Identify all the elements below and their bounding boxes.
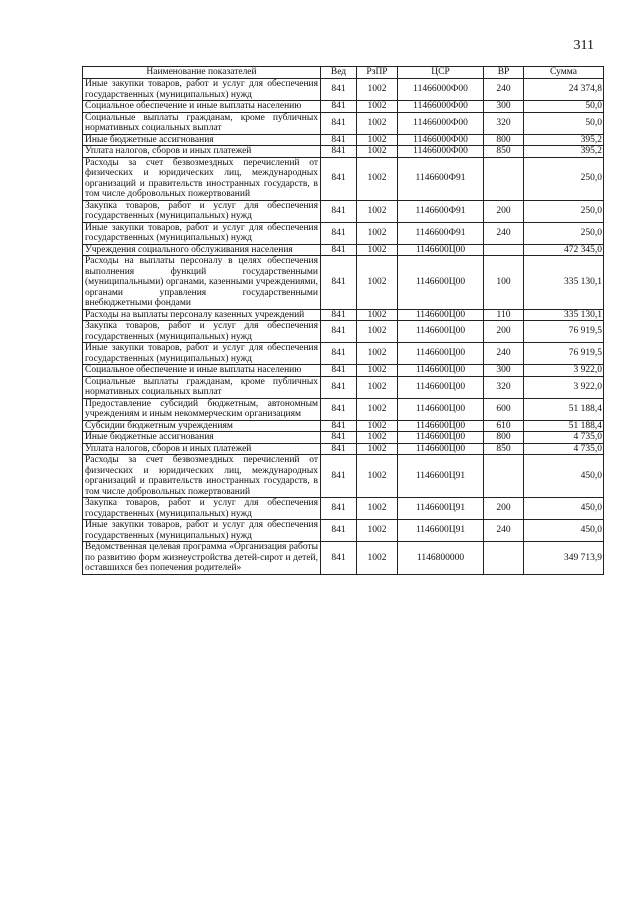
cell-vr: 850 [484, 146, 524, 158]
table-row [83, 146, 604, 158]
cell-name: Уплата налогов, сборов и иных платежей [83, 443, 321, 455]
table-row [83, 343, 604, 365]
cell-name: Субсидии бюджетным учреждениям [83, 420, 321, 432]
table-row [83, 520, 604, 542]
cell-ved: 841 [321, 321, 357, 343]
cell-csr: 1146600Ц00 [398, 309, 484, 321]
table-row [83, 222, 604, 244]
cell-name: Социальное обеспечение и иные выплаты населению [83, 365, 321, 377]
cell-rzpr: 1002 [357, 542, 398, 575]
table-header-row [83, 67, 604, 79]
cell-vr [484, 542, 524, 575]
table-row [83, 134, 604, 146]
cell-name: Учреждения социального обслуживания населения [83, 244, 321, 256]
cell-sum: 250,0 [524, 157, 604, 200]
cell-vr: 240 [484, 79, 524, 101]
cell-vr: 240 [484, 520, 524, 542]
cell-name: Закупка товаров, работ и услуг для обеспечения государственных (муниципальных) нужд [83, 321, 321, 343]
cell-ved: 841 [321, 420, 357, 432]
table-row [83, 321, 604, 343]
cell-ved: 841 [321, 244, 357, 256]
cell-vr: 200 [484, 321, 524, 343]
cell-vr: 240 [484, 222, 524, 244]
table-row [83, 398, 604, 420]
cell-rzpr: 1002 [357, 343, 398, 365]
cell-ved: 841 [321, 101, 357, 113]
cell-rzpr: 1002 [357, 365, 398, 377]
cell-sum: 335 130,1 [524, 309, 604, 321]
cell-vr: 200 [484, 498, 524, 520]
cell-sum: 349 713,9 [524, 542, 604, 575]
cell-sum: 450,0 [524, 455, 604, 498]
header-sum: Сумма [524, 67, 604, 79]
cell-sum: 335 130,1 [524, 256, 604, 310]
cell-name: Расходы за счет безвозмездных перечислений от физических и юридических лиц, международных организаций и правительств иностранных государств, в том числе добровольных пожертвований [83, 455, 321, 498]
cell-sum: 3 922,0 [524, 365, 604, 377]
cell-sum: 51 188,4 [524, 398, 604, 420]
header-name: Наименование показателей [83, 67, 321, 79]
cell-name: Расходы на выплаты персоналу казенных учреждений [83, 309, 321, 321]
cell-rzpr: 1002 [357, 420, 398, 432]
cell-sum: 450,0 [524, 520, 604, 542]
table-row [83, 157, 604, 200]
cell-rzpr: 1002 [357, 520, 398, 542]
cell-csr: 11466000Ф00 [398, 112, 484, 134]
cell-name: Иные закупки товаров, работ и услуг для обеспечения государственных (муниципальных) нужд [83, 222, 321, 244]
cell-csr: 1146600Ф91 [398, 222, 484, 244]
cell-ved: 841 [321, 157, 357, 200]
cell-csr: 1146600Ф91 [398, 157, 484, 200]
cell-ved: 841 [321, 343, 357, 365]
cell-name: Социальные выплаты гражданам, кроме публичных нормативных социальных выплат [83, 376, 321, 398]
cell-vr: 110 [484, 309, 524, 321]
table-row [83, 200, 604, 222]
cell-csr: 1146600Ц00 [398, 321, 484, 343]
cell-vr: 240 [484, 343, 524, 365]
cell-sum: 250,0 [524, 222, 604, 244]
cell-vr: 200 [484, 200, 524, 222]
cell-sum: 450,0 [524, 498, 604, 520]
cell-ved: 841 [321, 455, 357, 498]
cell-ved: 841 [321, 542, 357, 575]
cell-ved: 841 [321, 376, 357, 398]
budget-table [82, 66, 604, 575]
cell-csr: 1146600Ф91 [398, 200, 484, 222]
cell-rzpr: 1002 [357, 146, 398, 158]
cell-rzpr: 1002 [357, 321, 398, 343]
cell-rzpr: 1002 [357, 200, 398, 222]
cell-vr: 600 [484, 398, 524, 420]
cell-vr: 610 [484, 420, 524, 432]
cell-ved: 841 [321, 520, 357, 542]
cell-vr: 320 [484, 376, 524, 398]
header-ved: Вед [321, 67, 357, 79]
table-row [83, 455, 604, 498]
cell-name: Иные бюджетные ассигнования [83, 432, 321, 444]
cell-ved: 841 [321, 200, 357, 222]
cell-name: Расходы на выплаты персоналу в целях обеспечения выполнения функций государственными (муниципальными) органами, казенными учреждениями, органами управления государственными внебюджетными фондами [83, 256, 321, 310]
header-rzpr: РзПР [357, 67, 398, 79]
cell-rzpr: 1002 [357, 112, 398, 134]
header-csr: ЦСР [398, 67, 484, 79]
cell-ved: 841 [321, 256, 357, 310]
cell-vr: 320 [484, 112, 524, 134]
cell-vr: 100 [484, 256, 524, 310]
cell-csr: 1146600Ц00 [398, 443, 484, 455]
cell-csr: 1146800000 [398, 542, 484, 575]
cell-rzpr: 1002 [357, 398, 398, 420]
table-row [83, 542, 604, 575]
cell-vr: 850 [484, 443, 524, 455]
cell-rzpr: 1002 [357, 256, 398, 310]
table-row [83, 112, 604, 134]
cell-rzpr: 1002 [357, 101, 398, 113]
cell-vr [484, 244, 524, 256]
cell-csr: 1146600Ц91 [398, 498, 484, 520]
cell-vr [484, 157, 524, 200]
table-row [83, 79, 604, 101]
cell-csr: 1146600Ц00 [398, 343, 484, 365]
table-row [83, 244, 604, 256]
cell-ved: 841 [321, 134, 357, 146]
cell-name: Социальные выплаты гражданам, кроме публичных нормативных социальных выплат [83, 112, 321, 134]
cell-name: Закупка товаров, работ и услуг для обеспечения государственных (муниципальных) нужд [83, 498, 321, 520]
table-row [83, 309, 604, 321]
cell-name: Расходы за счет безвозмездных перечислений от физических и юридических лиц, международных организаций и правительств иностранных государств, в том числе добровольных пожертвований [83, 157, 321, 200]
table-row [83, 101, 604, 113]
cell-name: Ведомственная целевая программа «Организация работы по развитию форм жизнеустройства детей-сирот и детей, оставшихся без попечения родителей» [83, 542, 321, 575]
cell-csr: 11466000Ф00 [398, 134, 484, 146]
header-vr: ВР [484, 67, 524, 79]
cell-rzpr: 1002 [357, 157, 398, 200]
cell-ved: 841 [321, 443, 357, 455]
cell-name: Социальное обеспечение и иные выплаты населению [83, 101, 321, 113]
table-row [83, 256, 604, 310]
cell-ved: 841 [321, 146, 357, 158]
cell-csr: 1146600Ц00 [398, 420, 484, 432]
cell-csr: 11466000Ф00 [398, 146, 484, 158]
cell-ved: 841 [321, 498, 357, 520]
cell-ved: 841 [321, 398, 357, 420]
cell-ved: 841 [321, 79, 357, 101]
cell-rzpr: 1002 [357, 134, 398, 146]
cell-name: Закупка товаров, работ и услуг для обеспечения государственных (муниципальных) нужд [83, 200, 321, 222]
cell-csr: 11466000Ф00 [398, 79, 484, 101]
table-row [83, 376, 604, 398]
cell-sum: 4 735,0 [524, 432, 604, 444]
cell-ved: 841 [321, 112, 357, 134]
cell-ved: 841 [321, 309, 357, 321]
table-row [83, 420, 604, 432]
table-row [83, 443, 604, 455]
cell-csr: 1146600Ц00 [398, 398, 484, 420]
cell-sum: 76 919,5 [524, 343, 604, 365]
cell-ved: 841 [321, 222, 357, 244]
cell-csr: 1146600Ц00 [398, 376, 484, 398]
cell-sum: 50,0 [524, 101, 604, 113]
cell-ved: 841 [321, 365, 357, 377]
cell-name: Уплата налогов, сборов и иных платежей [83, 146, 321, 158]
cell-sum: 24 374,8 [524, 79, 604, 101]
cell-csr: 1146600Ц91 [398, 455, 484, 498]
cell-vr: 800 [484, 432, 524, 444]
cell-vr [484, 455, 524, 498]
cell-name: Предоставление субсидий бюджетным, автономным учреждениям и иным некоммерческим организациям [83, 398, 321, 420]
cell-vr: 800 [484, 134, 524, 146]
cell-sum: 472 345,0 [524, 244, 604, 256]
cell-rzpr: 1002 [357, 376, 398, 398]
cell-sum: 76 919,5 [524, 321, 604, 343]
cell-sum: 4 735,0 [524, 443, 604, 455]
cell-csr: 1146600Ц00 [398, 256, 484, 310]
cell-csr: 1146600Ц00 [398, 432, 484, 444]
cell-csr: 1146600Ц00 [398, 365, 484, 377]
cell-sum: 51 188,4 [524, 420, 604, 432]
table-row [83, 432, 604, 444]
cell-rzpr: 1002 [357, 79, 398, 101]
cell-sum: 3 922,0 [524, 376, 604, 398]
cell-sum: 250,0 [524, 200, 604, 222]
cell-name: Иные бюджетные ассигнования [83, 134, 321, 146]
cell-rzpr: 1002 [357, 443, 398, 455]
cell-rzpr: 1002 [357, 455, 398, 498]
cell-csr: 1146600Ц00 [398, 244, 484, 256]
cell-sum: 395,2 [524, 134, 604, 146]
cell-rzpr: 1002 [357, 309, 398, 321]
page-number: 311 [573, 38, 594, 53]
table-body [83, 79, 604, 575]
cell-sum: 395,2 [524, 146, 604, 158]
cell-ved: 841 [321, 432, 357, 444]
table-row [83, 365, 604, 377]
cell-rzpr: 1002 [357, 498, 398, 520]
cell-vr: 300 [484, 365, 524, 377]
cell-rzpr: 1002 [357, 244, 398, 256]
cell-sum: 50,0 [524, 112, 604, 134]
cell-rzpr: 1002 [357, 432, 398, 444]
cell-rzpr: 1002 [357, 222, 398, 244]
cell-name: Иные закупки товаров, работ и услуг для обеспечения государственных (муниципальных) нужд [83, 343, 321, 365]
cell-name: Иные закупки товаров, работ и услуг для обеспечения государственных (муниципальных) нужд [83, 520, 321, 542]
cell-vr: 300 [484, 101, 524, 113]
cell-csr: 1146600Ц91 [398, 520, 484, 542]
cell-csr: 11466000Ф00 [398, 101, 484, 113]
cell-name: Иные закупки товаров, работ и услуг для обеспечения государственных (муниципальных) нужд [83, 79, 321, 101]
table-row [83, 498, 604, 520]
